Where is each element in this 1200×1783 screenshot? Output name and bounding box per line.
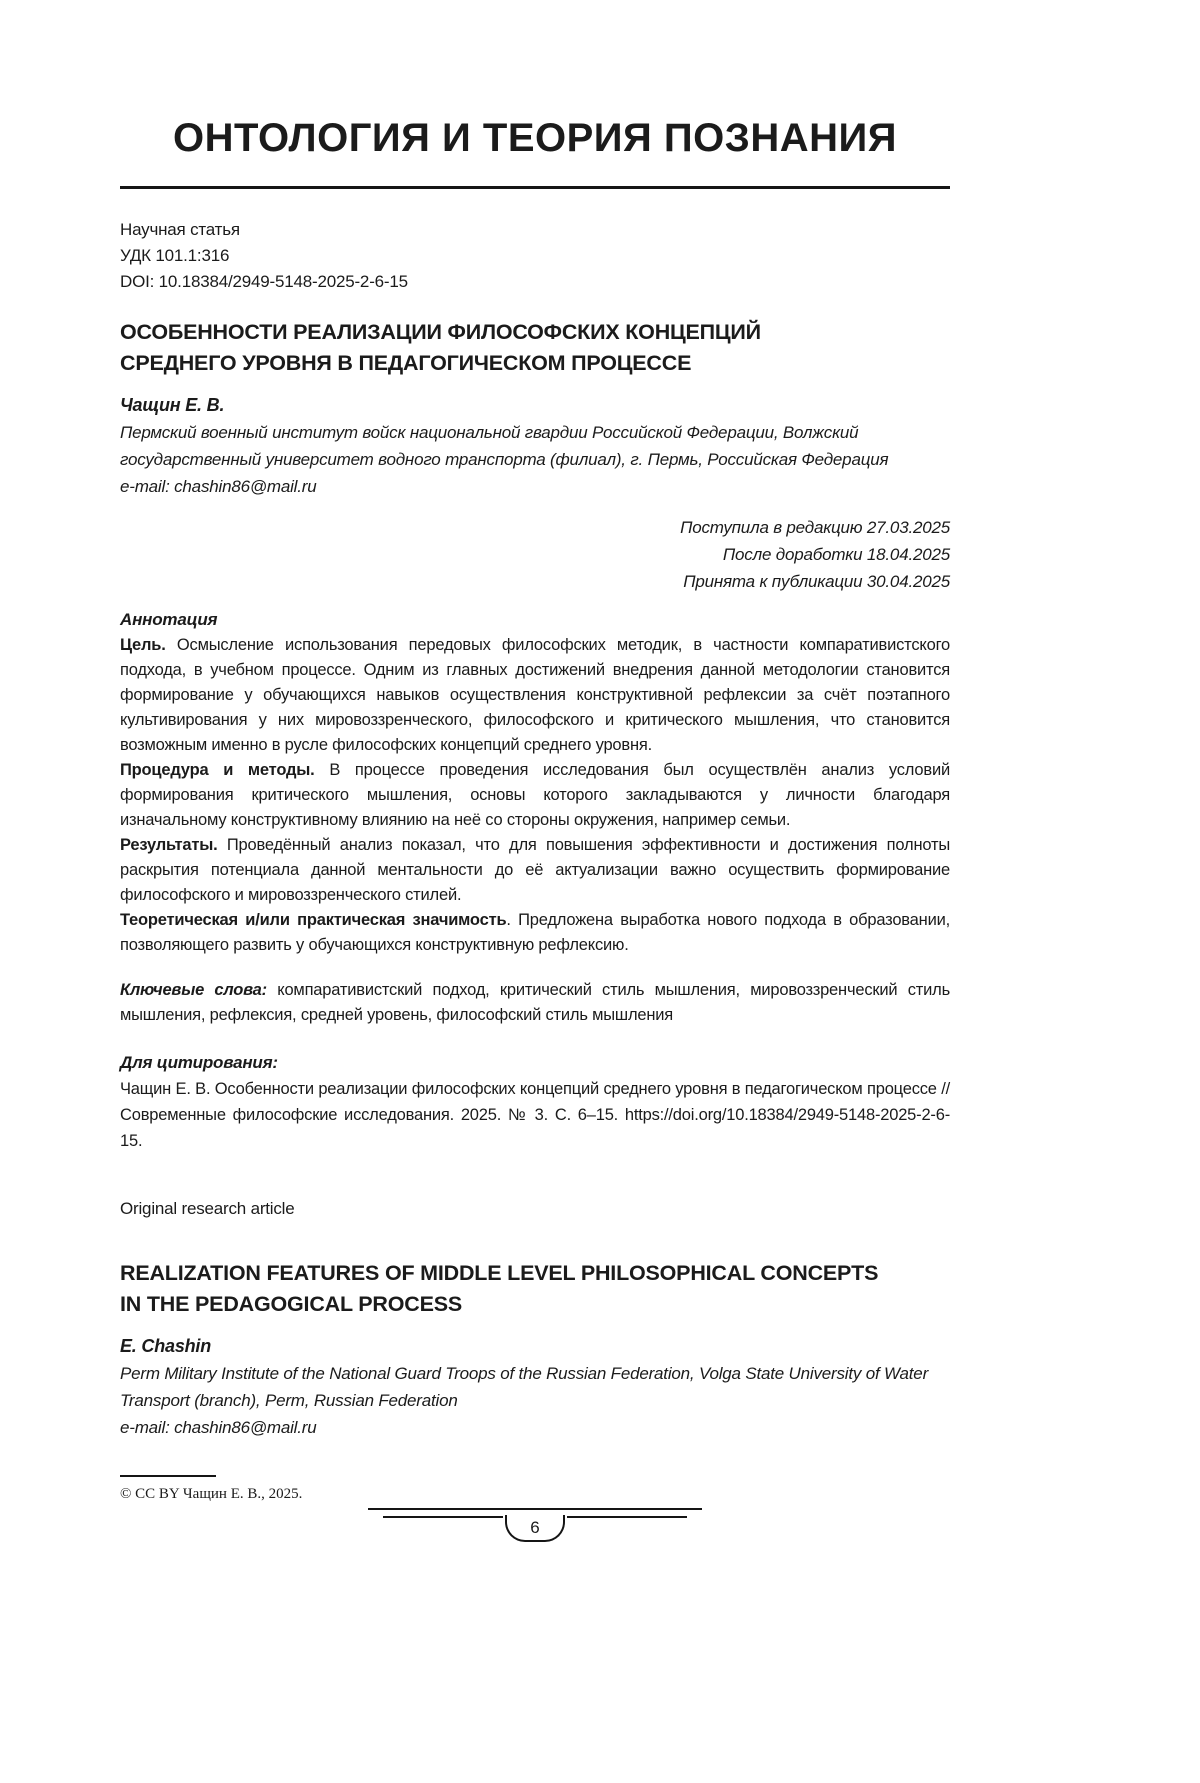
abstract-goal-paragraph — [120, 633, 950, 758]
copyright-footnote: © CC BY Чащин Е. В., 2025. — [120, 1486, 303, 1502]
date-accepted: Принята к публикации 30.04.2025 — [683, 572, 950, 591]
article-meta — [120, 217, 950, 295]
keywords-text: компаративистский подход, критический стиль мышления, мировоззренческий стиль мышления, рефлексия, средней уровень, философский стиль мышления — [120, 981, 950, 1024]
date-revised: После доработки 18.04.2025 — [722, 545, 950, 564]
submission-dates — [120, 514, 950, 595]
section-header: ОНТОЛОГИЯ И ТЕОРИЯ ПОЗНАНИЯ — [173, 116, 897, 160]
abstract-methods-label: Процедура и методы. — [120, 761, 315, 779]
page-number-badge — [505, 1515, 565, 1542]
page-number-ornament — [120, 1508, 950, 1543]
abstract-methods-text: В процессе проведения исследования был осуществлён анализ условий формирования критического мышления, основы которого закладываются у личности благодаря изначальному конструктивному влиянию на неё со стороны окружения, например семьи. — [120, 761, 950, 829]
abstract-goal-label: Цель. — [120, 636, 166, 654]
article-type-ru: Научная статья — [120, 220, 240, 239]
date-received: Поступила в редакцию 27.03.2025 — [680, 518, 950, 537]
udc-number: УДК 101.1:316 — [120, 246, 230, 265]
footnote-rule — [120, 1475, 216, 1477]
abstract-significance-paragraph — [120, 908, 950, 958]
citation-label: Для цитирования: — [120, 1053, 278, 1072]
citation-text: Чащин Е. В. Особенности реализации философских концепций среднего уровня в педагогическом процессе // Современные философские исследования. 2025. № 3. С. 6–15. https://doi.org/10.18384/2949-5148-2025-2-6-15. — [120, 1080, 950, 1150]
abstract-significance-text: . Предложена выработка нового подхода в образовании, позволяющего развить у обучающихся конструктивную рефлексию. — [120, 911, 950, 954]
keywords-paragraph — [120, 978, 950, 1028]
author-name-ru: Чащин Е. В. — [120, 395, 225, 415]
article-title-en: REALIZATION FEATURES OF MIDDLE LEVEL PHILOSOPHICAL CONCEPTS IN THE PEDAGOGICAL PROCESS — [120, 1261, 879, 1316]
page-number-text: 6 — [530, 1517, 540, 1537]
abstract — [120, 633, 950, 958]
abstract-significance-label: Теоретическая и/или практическая значимость — [120, 911, 507, 929]
abstract-results-paragraph — [120, 833, 950, 908]
author-email-ru: e-mail: chashin86@mail.ru — [120, 477, 317, 496]
header-rule — [120, 186, 950, 189]
abstract-results-text: Проведённый анализ показал, что для повышения эффективности и достижения полноты раскрытия потенциала данной ментальности до её актуализации важно осуществить формирование философского и мировоззренческого стилей. — [120, 836, 950, 904]
article-title-ru: ОСОБЕННОСТИ РЕАЛИЗАЦИИ ФИЛОСОФСКИХ КОНЦЕПЦИЙ СРЕДНЕГО УРОВНЯ В ПЕДАГОГИЧЕСКОМ ПРОЦЕССЕ — [120, 320, 761, 375]
article-type-en: Original research article — [120, 1199, 295, 1218]
folio-rule-top — [368, 1508, 702, 1510]
article-page — [120, 0, 950, 1543]
author-name-en: E. Chashin — [120, 1336, 212, 1356]
page-footer — [120, 1475, 950, 1543]
doi-number: DOI: 10.18384/2949-5148-2025-2-6-15 — [120, 272, 408, 291]
affiliation-en: Perm Military Institute of the National Guard Troops of the Russian Federation, Volga State University of Water Transport (branch), Perm, Russian Federation — [120, 1364, 929, 1410]
folio-rule-left — [383, 1516, 503, 1518]
abstract-methods-paragraph — [120, 758, 950, 833]
folio-row — [383, 1516, 687, 1543]
abstract-results-label: Результаты. — [120, 836, 218, 854]
abstract-goal-text: Осмысление использования передовых философских методик, в частности компаративистского подхода, в учебном процессе. Одним из главных достижений внедрения данной методологии становится формирование у обучающихся навыков осуществления конструктивной рефлексии за счёт поэтапного культивирования у них мировоззренческого, философского и критического мышления, что становится возможным именно в русле философских концепций среднего уровня. — [120, 636, 950, 754]
folio-rule-right — [567, 1516, 687, 1518]
abstract-heading: Аннотация — [120, 610, 218, 629]
affiliation-ru: Пермский военный институт войск национальной гвардии Российской Федерации, Волжский государственный университет водного транспорта (филиал), г. Пермь, Российская Федерация — [120, 423, 889, 469]
author-email-en: e-mail: chashin86@mail.ru — [120, 1418, 317, 1437]
keywords-label: Ключевые слова: — [120, 981, 267, 999]
